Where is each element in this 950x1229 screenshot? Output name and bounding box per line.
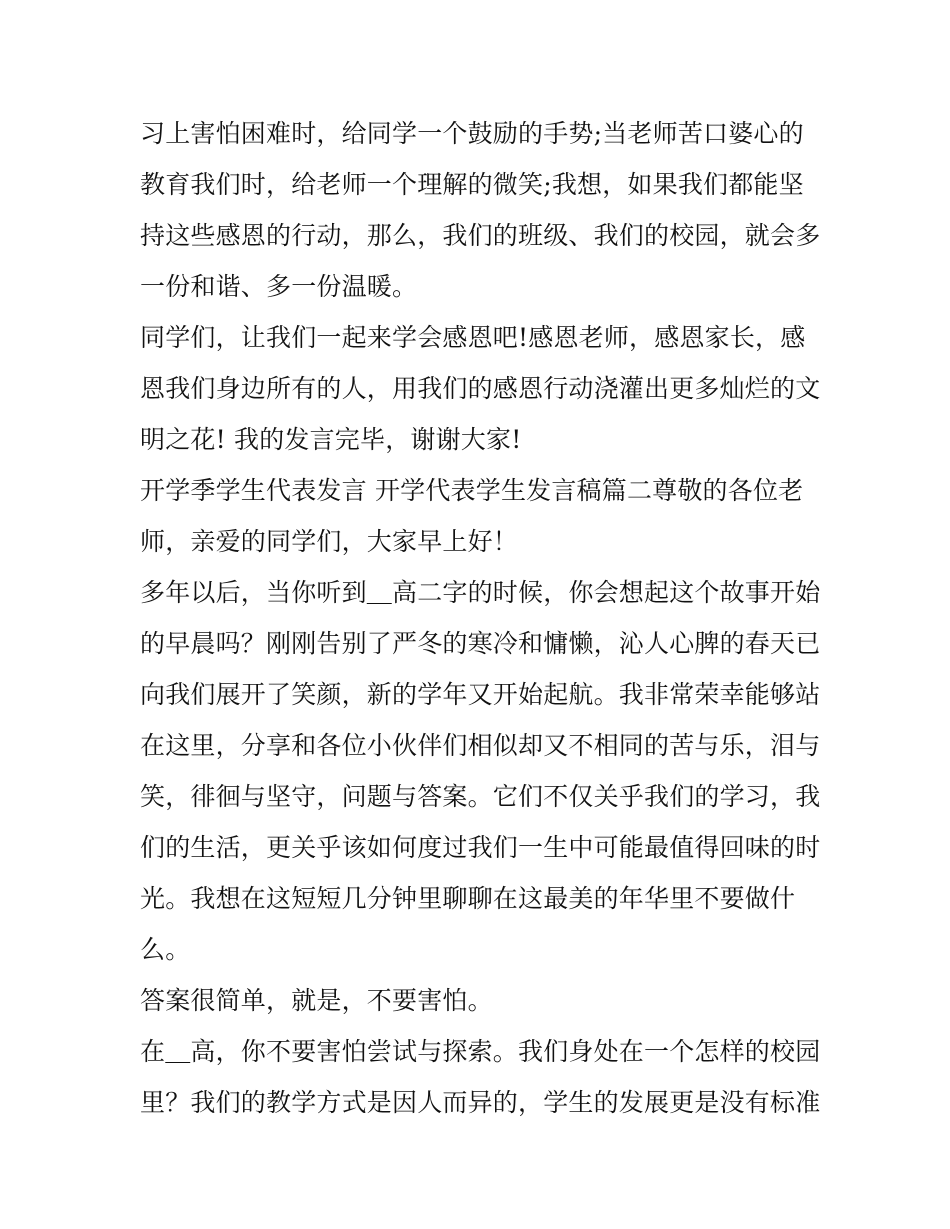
text-line: 持这些感恩的行动，那么，我们的班级、我们的校园，就会多 [140, 221, 821, 250]
text-line: 么。 [140, 935, 191, 964]
paragraph-5 [140, 975, 820, 1026]
text-line: 的早晨吗？刚刚告别了严冬的寒冷和慵懒，沁人心脾的春天已 [140, 629, 821, 658]
text-line: 开学季学生代表发言 开学代表学生发言稿篇二尊敬的各位老 [140, 476, 804, 505]
text-line: 习上害怕困难时，给同学一个鼓励的手势;当老师苦口婆心的 [140, 119, 804, 148]
text-line: 在＿高，你不要害怕尝试与探索。我们身处在一个怎样的校园 [140, 1037, 821, 1066]
text-line: 教育我们时，给老师一个理解的微笑;我想，如果我们都能坚 [140, 170, 804, 199]
text-line: 们的生活，更关乎该如何度过我们一生中可能最值得回味的时 [140, 833, 821, 862]
paragraph-4 [140, 567, 820, 975]
text-line: 光。我想在这短短几分钟里聊聊在这最美的年华里不要做什 [140, 884, 796, 913]
text-line: 笑，徘徊与坚守，问题与答案。它们不仅关乎我们的学习，我 [140, 782, 821, 811]
text-line: 在这里，分享和各位小伙伴们相似却又不相同的苦与乐，泪与 [140, 731, 821, 760]
text-line: 同学们，让我们一起来学会感恩吧!感恩老师，感恩家长，感 [140, 323, 806, 352]
paragraph-3-heading [140, 465, 820, 567]
text-line: 里？我们的教学方式是因人而异的，学生的发展更是没有标准 [140, 1088, 821, 1117]
paragraph-6 [140, 1026, 820, 1128]
paragraph-2 [140, 312, 820, 465]
text-line: 多年以后，当你听到＿高二字的时候，你会想起这个故事开始 [140, 578, 821, 607]
document-body [140, 108, 820, 1128]
text-line: 答案很简单，就是，不要害怕。 [140, 986, 493, 1015]
paragraph-1 [140, 108, 820, 312]
text-line: 师，亲爱的同学们，大家早上好！ [140, 527, 519, 556]
text-line: 向我们展开了笑颜，新的学年又开始起航。我非常荣幸能够站 [140, 680, 821, 709]
text-line: 明之花! 我的发言完毕，谢谢大家! [140, 425, 522, 454]
text-line: 恩我们身边所有的人，用我们的感恩行动浇灌出更多灿烂的文 [140, 374, 821, 403]
text-line: 一份和谐、多一份温暖。 [140, 272, 418, 301]
